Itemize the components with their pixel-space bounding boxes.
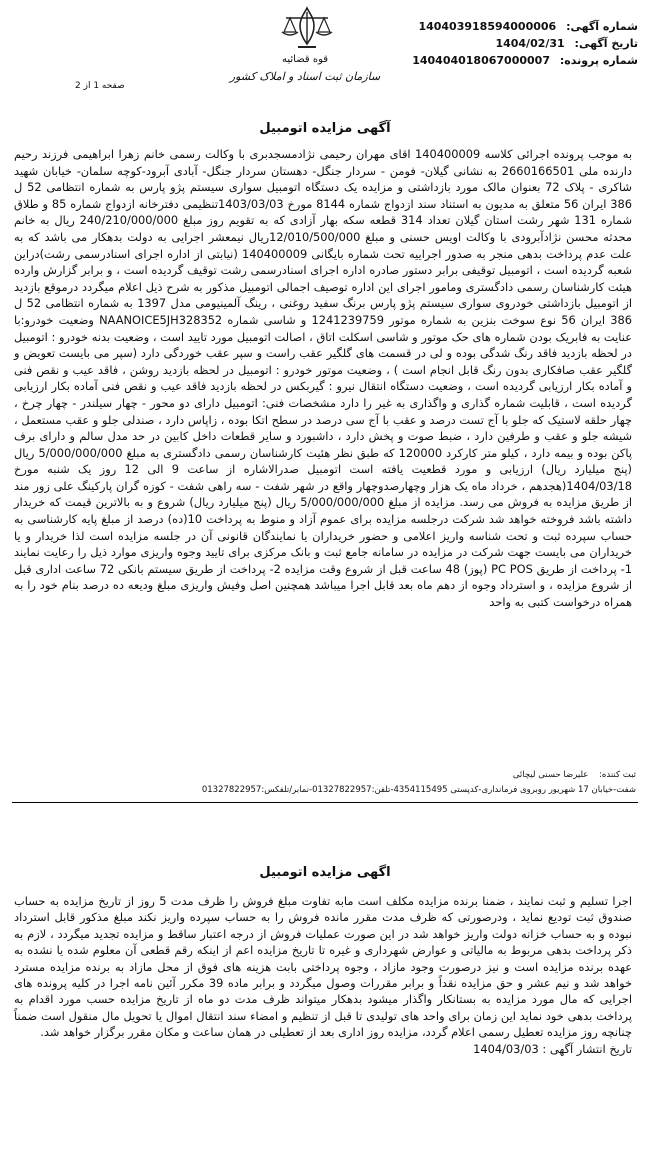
file-number-label: شماره پرونده: (559, 54, 638, 67)
ad-date-label: تاریخ آگهی: (574, 37, 638, 50)
judiciary-emblem-icon (278, 4, 336, 50)
registrar-name: علیرضا حسنی لیچائی (512, 770, 589, 780)
notice-body-continued (14, 893, 632, 1057)
notice-paragraph: به موجب پرونده اجرائی کلاسه 140400009 اقای مهران رحیمی نژادمسجدبری با وکالت رسمی خانم زهرا ابراهیمی فرزند رحیم دارنده ملی 2660166501 به نشانی گیلان- فومن - سردار جنگل- دهستان سردار جنگل- آبادی آبرود-کوچه سلمان- خیابان شهید شاکری - پلاک 72 بعنوان مالک مورد بازداشتی و مزایده یک دستگاه اتومبیل سواری سیستم پژو پارس به شماره انتظامی 52 ل 386 ایران 56 متعلق به مدیون به استناد سند ازدواج شماره 8144 مورخ 1403/03/03تنظیمی دفترخانه ازدواج شماره 85 و طلاق شماره 131 شهر رشت استان گیلان تعداد 314 قطعه سکه بهار آزادی که به تقویم روز مبلغ 240/210/000/000 ریال به خانم محدثه محسن نژادآبرودی با وکالت اویس حسنی و مبلغ 12/010/500/000ریال نیمعشر اجرایی به دولت بدهکار می باشد که به علت عدم پرداخت بدهی منجر به صدور اجراییه تحت شماره بایگانی 140400009 (نیابتی از اداره اجرای اسنادرسمی رشت)دراین شعبه گردیده است ، اتومبیل توقیفی برابر دستور صادره اداره اجرای اسنادرسمی رشت توقیف گردیده است ، و برابر گزارش وارده هیئت کارشناسان رسمی دادگستری ومامور اجرای این اداره توصیف اجمالی اتومبیل مذکور به شرح ذیل اعلام میگردد درموقع بازدید از اتومبیل بازداشتی خودروی سواری سیستم پژو پارس برنگ سفید روغنی ، رینگ آلمینیومی مدل 1397 به شماره انتظامی 52 ل 386 ایران 56 نوع سوخت بنزین به شماره موتور 1241239759 و شاسی شماره NAANOICE5JH328352 وضعیت خودرو:با عنایت به فابریک بودن شماره های حک موتور و شاسی اسکلت اتاق ، اصالت اتومبیل مورد تایید است ، وضعیت بدنه خودرو : اتومبیل در لحظه بازدید فاقد رنگ شدگی بوده و لی در قسمت های گلگیر عقب راست و سپر عقب خوردگی دارد (سپر می بایست تعویض و گلگیر عقب صافکاری بدون رنگ قابل انجام است ) ، وضعیت موتور خودرو : اتومبیل در لحظه بازدید روشن ، فاقد عیب و نقص فنی و آماده بکار ارزیابی گردیده است ، وضعیت دستگاه انتقال نیرو : گیربکس در لحظه بازدید فاقد عیب و نقص فنی آماده بکار ارزیابی گردیده است ، قابلیت شماره گذاری و واگذاری به غیر را دارد مشخصات فنی: اتومبیل دارای دو محور - چهار سیلندر - چهار چرخ ، چهار حلقه لاستیک که جلو با آج تست درصد و عقب با آج سی درصد در سطح اتکا بوده ، زاپاس دارد ، صندلی جلو و عقب مستعمل ، شیشه جلو و عقب و طرفین دارد ، ضبط صوت و پخش دارد ، داشبورد و سایر قطعات داخل کابین در حد مدل سالم و دارای برف پاکن بوده و بیمه دارد ، کیلو متر کارکرد 120000 که طبق نظر هئیت کارشناسان رسمی دادگستری به مبلغ 5/000/000/000 ریال (پنج میلیارد ریال) ارزیابی و مورد قطعیت یافته است اتومبیل صدرالاشاره از ساعت 9 الی 12 روز یک شنبه مورخ 1404/03/18(هجدهم ، خرداد ماه یک هزار وچهارصدوچهار واقع در شهر شفت - سه راهی شفت - کوزه گران پارکینگ علی زور مند از طریق مزایده به فروش می رسد. مزایده از مبلغ 5/000/000/000 ریال (پنج میلیارد ریال) شروع و به بالاترین قیمت که خریدار داشته باشد فروخته خواهد شد شرکت درجلسه مزایده برای عموم آزاد و منوط به پرداخت 10(ده) درصد از مبلغ پایه کارشناسی به حساب سپرده ثبت و تحت شناسه واریز اعلامی و حضور خریداران یا نمایندگان قانونی آن در جلسه مزایده است لذا خریدار و یا خریداران می بایست جهت شرکت در مزایده در سامانه جامع ثبت و بانک مرکزی برای تایید وجوه واریزی موارد ذیل را رعایت نمایند 1- پرداخت از طریق PC POS (پوز) 48 ساعت قبل از شروع وقت مزایده 2- پرداخت از طریق سیستم بانکی 72 ساعت اداری قبل از شروع مزایده ، و استرداد وجوه از دهم ماه بعد قابل اجرا میباشد همچنین اصل وفیش واریزی مبلغ ودیعه ده درصد بنام خود را به همراه درخواست کتبی به واحد (14, 147, 633, 610)
publication-date-label: تاریخ انتشار آگهی : (542, 1041, 632, 1056)
ad-number: 140403918594000006 (418, 20, 557, 33)
notice-title: آگهی مزایده اتومبیل (259, 121, 391, 136)
registrar-line (16, 768, 636, 783)
ad-number-row (412, 18, 638, 35)
ad-date-row (412, 35, 638, 52)
section-divider (12, 802, 638, 803)
publication-date-line (14, 1041, 632, 1057)
org-name-line1: قوه قضائیه (281, 54, 329, 65)
document-header (0, 0, 650, 100)
ad-number-label: شماره آگهی: (566, 20, 638, 33)
registrar-info (16, 768, 636, 798)
ad-date: 1404/02/31 (495, 37, 565, 50)
notice-title-continued: اگهی مزایده اتومبیل (259, 865, 391, 880)
page-number: صفحه 1 از 2 (75, 81, 125, 91)
notice-body (14, 146, 632, 611)
registrar-label: ثبت کننده: (599, 770, 636, 780)
publication-date: 1404/03/03 (473, 1041, 539, 1056)
org-name-line2: سازمان ثبت اسناد و املاک کشور (229, 70, 381, 83)
file-number: 140404018067000007 (412, 54, 550, 67)
ad-meta (412, 18, 638, 69)
registrar-address: شفت-خیابان 17 شهریور روبروی فرمانداری-کدپستی 4354115495-تلفن:01327822957-نمابر/تلفکس:01327822957 (201, 785, 636, 795)
notice-paragraph-continued: اجرا تسلیم و ثبت نمایند ، ضمنا برنده مزایده مکلف است مابه تفاوت مبلغ فروش را ظرف مدت 5 روز از تاریخ مزایده به حساب صندوق ثبت تودیع نماید ، ودرصورتی که ظرف مدت مقرر مانده فروش را به حساب سپرده واریز نکند مبلغ مذکور قابل استرداد نبوده و به حساب خزانه دولت واریز خواهد شد در این صورت عملیات فروش از درجه اعتبار ساقط و مزایده تجدید میگردد ، لازم به ذکر پرداخت بدهی مربوط به مالیاتی و عوارض شهرداری و غیره تا تاریخ مزایده اعم از اینکه رقم قطعی آن معلوم شده یا نشده به عهده برنده مزایده است و نیز درصورت وجود مازاد ، وجوه پرداختی بابت هزینه های فوق از محل مازاد به برنده مزایده مسترد خواهد شد و نیم عشر و حق مزایده نقداً و برابر مقررات وصول میگردد و برابر ماده 39 مکرر آئین نامه اجرا در کلیه پرونده های اجرایی که مال مورد مزایده به بستانکار واگذار میشود بدهکار میتواند ظرف مدت دو ماه از تاریخ مزایده حسب مورد اقدام به پرداخت بدهی خود نماید این زمان برای واحد های تولیدی تا قبل از تنظیم و امضاء سند انتقال اموال یا تحویل مال منقول است ضمناً چنانچه روز مزایده تعطیل رسمی اعلام گردد، مزایده روز اداری بعد از تعطیلی در همان ساعت و مکان مقرر برگزار خواهد شد. (14, 894, 633, 1040)
file-number-row (412, 52, 638, 69)
